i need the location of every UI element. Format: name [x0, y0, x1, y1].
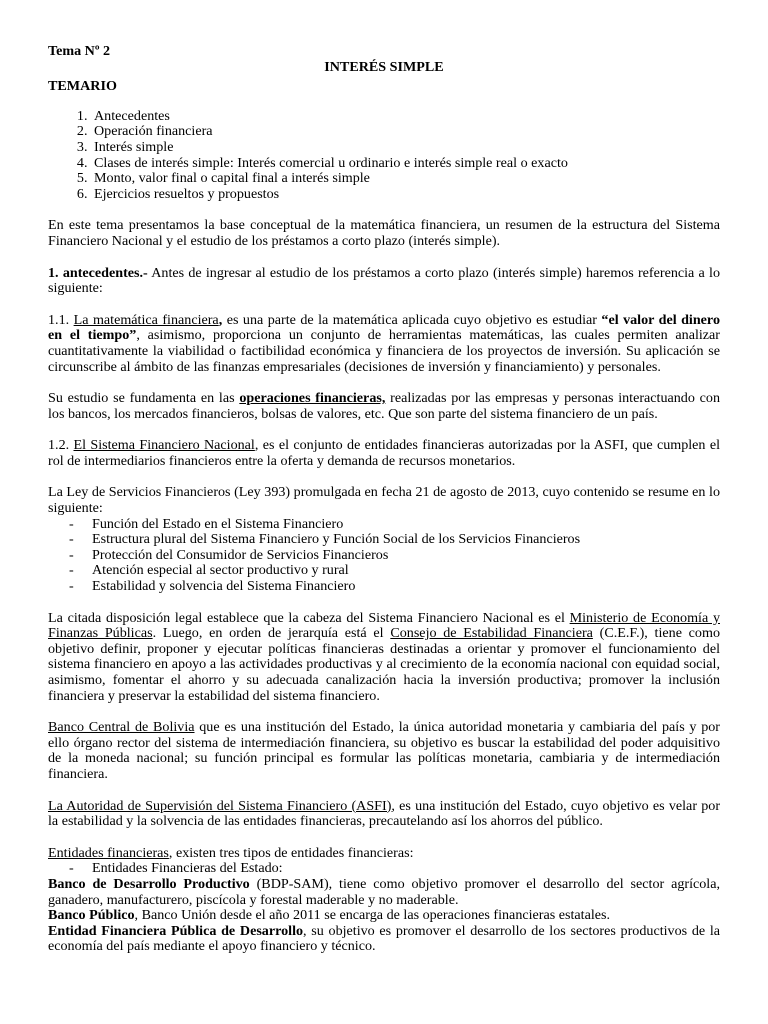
list-item: 2. Operación financiera: [91, 124, 720, 140]
list-item: - Protección del Consumidor de Servicios Financieros: [69, 548, 720, 564]
bcb-term: Banco Central de Bolivia: [48, 719, 195, 736]
sistema-financiero-term: El Sistema Financiero Nacional: [73, 437, 255, 454]
citada-paragraph: [48, 611, 720, 705]
antecedentes-heading: 1. antecedentes.-: [48, 264, 148, 281]
list-item: - Atención especial al sector productivo y rural: [69, 563, 720, 579]
asfi-term: La Autoridad de Supervisión del Sistema Financiero (ASFI): [48, 797, 392, 814]
paragraph-text: , su objetivo es promover el desarrollo de los sectores productivos de la economía del país mediante el apoyo financiero y técnico.: [48, 922, 720, 955]
paragraph-text: es una parte de la matemática aplicada cuyo objetivo es estudiar: [222, 311, 602, 328]
list-item: - Estabilidad y solvencia del Sistema Financiero: [69, 579, 720, 595]
banco-publico-name: Banco Público: [48, 907, 135, 924]
paragraph-text: . Luego, en orden de jerarquía está el: [152, 625, 391, 642]
paragraph-text: (BDP-SAM), tiene como objetivo promover el desarrollo del sector agrícola, ganadero, manufacturero, piscícola y forestal maderable y no maderable.: [48, 875, 720, 908]
paragraph-text: La citada disposición legal establece que la cabeza del Sistema Financiero Nacional es el: [48, 609, 570, 626]
entidades-term: Entidades financieras: [48, 844, 169, 861]
ley-paragraph: La Ley de Servicios Financieros (Ley 393) promulgada en fecha 21 de agosto de 2013, cuyo contenido se resume en lo siguiente:: [48, 484, 720, 517]
asfi-paragraph: [48, 799, 720, 830]
list-item: 5. Monto, valor final o capital final a interés simple: [91, 171, 720, 187]
section-number: 1.2.: [48, 437, 74, 454]
page-title: INTERÉS SIMPLE: [324, 58, 444, 75]
paragraph-text: Su estudio se fundamenta en las: [48, 390, 240, 407]
term-comma: ,: [218, 311, 223, 328]
bdp-name: Banco de Desarrollo Productivo: [48, 875, 250, 892]
list-item: 4. Clases de interés simple: Interés comercial u ordinario e interés simple real o exacto: [91, 156, 720, 172]
intro-paragraph: En este tema presentamos la base conceptual de la matemática financiera, un resumen de la estructura del Sistema Financiero Nacional y el estudio de los préstamos a corto plazo (interés simple).: [48, 217, 720, 249]
list-item: - Estructura plural del Sistema Financiero y Función Social de los Servicios Financieros: [69, 532, 720, 548]
paragraph-text: , asimismo, proporciona un conjunto de herramientas matemáticas, las cuales permiten analizar cuantitativamente la viabilidad o factibilidad económica y financiera de los proyectos de inversión. Su aplicación se circunscribe al ámbito de las finanzas empresariales (decisiones de inversión y financiamiento) y personales.: [48, 327, 720, 375]
ministerio-term: Ministerio de Economía y Finanzas Públicas: [48, 609, 720, 642]
list-item: 3. Interés simple: [91, 140, 720, 156]
paragraph-text: (C.E.F.), tiene como objetivo definir, proponer y ejecutar políticas financieras destinadas a orientar y promover el funcionamiento del sistema financiero en apoyo a las actividades productivas y al crecimiento de la economía nacional con equidad social, asimismo, fomentar el ahorro y su adecuada canalización hacia la inversión productiva; promover la inclusión financiera y preservar la estabilidad del sistema financiero.: [48, 625, 720, 704]
paragraph-text: realizadas por las empresas y personas interactuando con los bancos, los mercados financieros, bolsas de valores, etc. Que son parte del sistema financiero de un país.: [48, 390, 720, 422]
banco-publico-paragraph: [48, 908, 720, 924]
paragraph-text: , existen tres tipos de entidades financieras:: [168, 844, 414, 861]
antecedentes-text: Antes de ingresar al estudio de los préstamos a corto plazo (interés simple) haremos referencia a lo siguiente:: [48, 264, 720, 297]
bdp-paragraph: [48, 877, 720, 908]
temario-heading: TEMARIO: [48, 78, 117, 95]
efpd-name: Entidad Financiera Pública de Desarrollo: [48, 922, 304, 939]
antecedentes-paragraph: [48, 266, 720, 297]
paragraph-text: , es el conjunto de entidades financieras autorizadas por la ASFI, que cumplen el rol de intermediarios financieros entre la oferta y demanda de recursos monetarios.: [48, 437, 720, 469]
matematica-financiera-term: La matemática financiera: [73, 311, 219, 328]
temario-list: [48, 109, 720, 203]
list-item: 6. Ejercicios resueltos y propuestos: [91, 187, 720, 203]
section-number: 1.1.: [48, 311, 74, 328]
paragraph-text: que es una institución del Estado, la única autoridad monetaria y cambiaria del país y por ello órgano rector del sistema de intermediación financiera, su objetivo es buscar la estabilidad del poder adquisitivo de la moneda nacional; su función principal es formular las políticas monetaria, cambiaria y de intermediación financiera.: [48, 719, 721, 782]
entidades-paragraph: [48, 846, 720, 862]
valor-dinero-quote: “el valor del dinero en el tiempo”: [48, 311, 720, 344]
paragraph-text: , es una institución del Estado, cuyo objetivo es velar por la estabilidad y la solvencia de las entidades financieras, precautelando así los ahorros del público.: [48, 797, 721, 830]
ley-list: [48, 517, 720, 595]
matematica-financiera-paragraph: [48, 313, 720, 375]
list-item: 1. Antecedentes: [91, 109, 720, 125]
estudio-paragraph: [48, 391, 720, 422]
paragraph-text: , Banco Unión desde el año 2011 se encarga de las operaciones financieras estatales.: [134, 907, 611, 924]
list-item: - Función del Estado en el Sistema Financiero: [69, 517, 720, 533]
entidades-list: [48, 861, 720, 877]
operaciones-financieras-term: operaciones financieras,: [239, 390, 386, 407]
list-item: - Entidades Financieras del Estado:: [69, 861, 720, 877]
bcb-paragraph: [48, 720, 720, 782]
consejo-term: Consejo de Estabilidad Financiera: [390, 625, 593, 642]
tema-label: Tema Nº 2: [48, 43, 111, 59]
sistema-financiero-paragraph: [48, 438, 720, 469]
efpd-paragraph: [48, 924, 720, 955]
